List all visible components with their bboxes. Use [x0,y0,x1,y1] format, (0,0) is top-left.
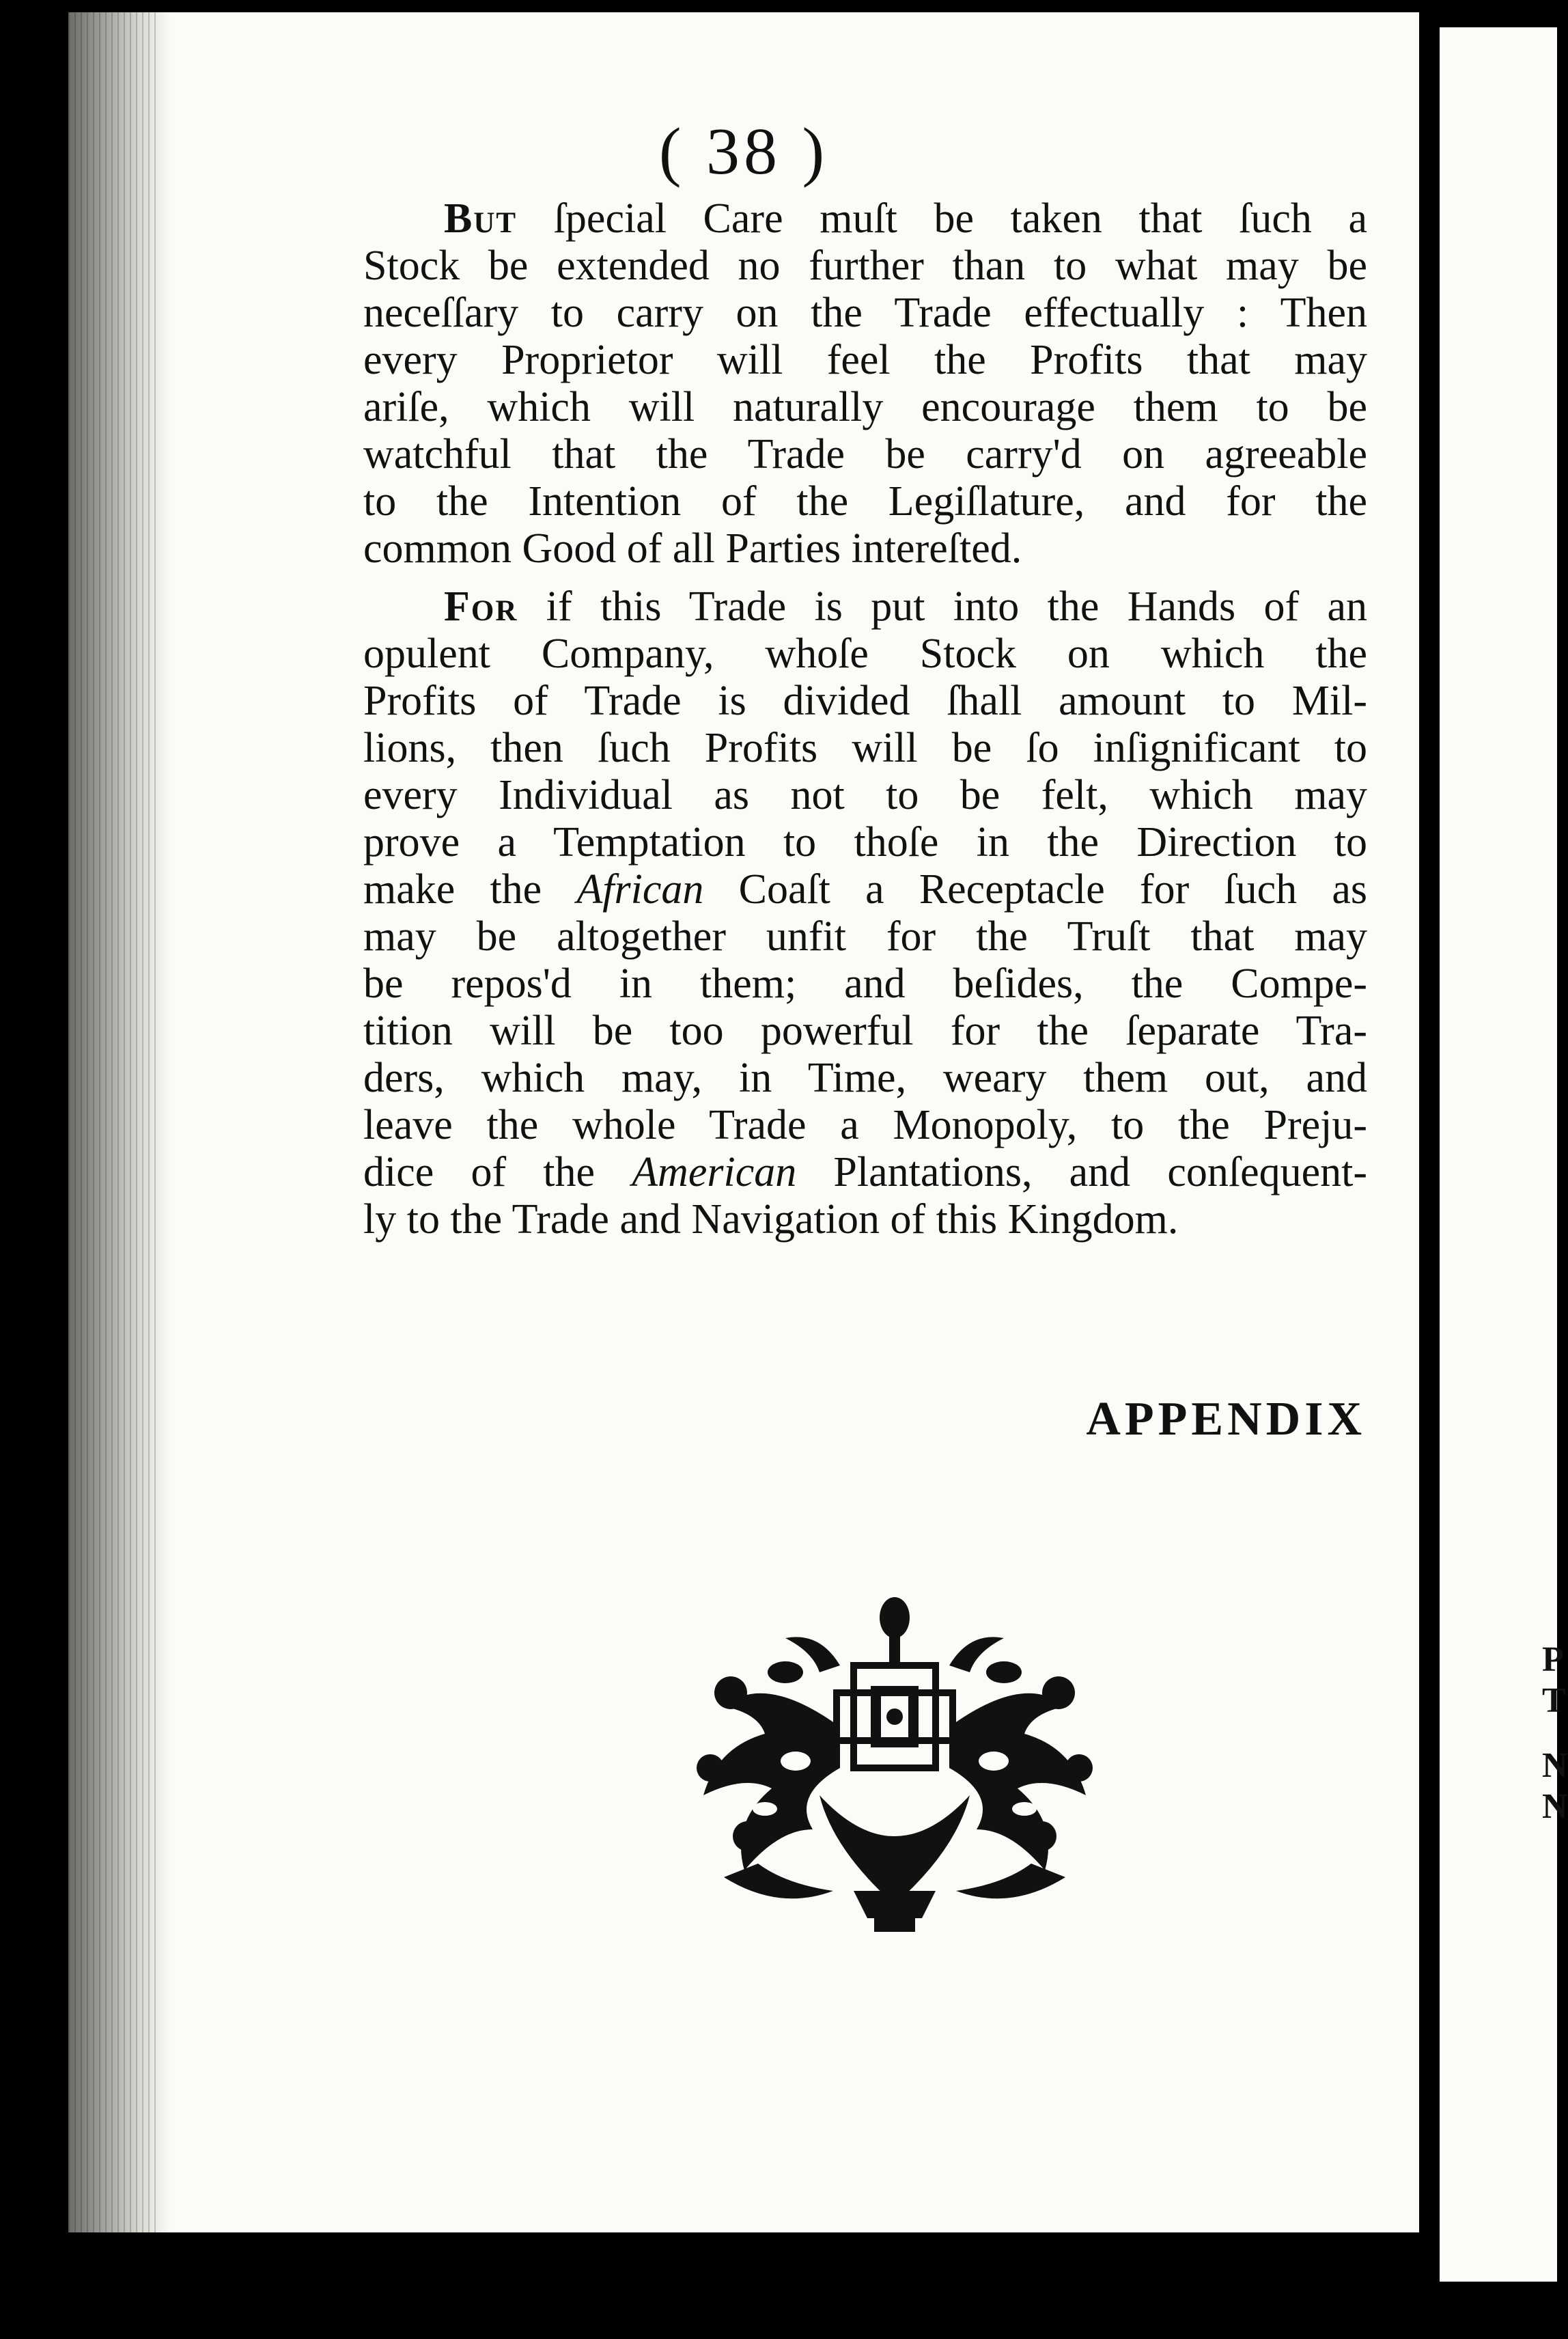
text-line [363,243,1367,290]
paragraph [363,583,1367,1243]
line-text: Profits of Trade is divided ſhall amount to Mil- [363,678,1367,724]
text-line [363,583,1367,631]
text-line [363,819,1367,866]
line-text: Coaſt a Receptacle for ſuch as [703,866,1367,913]
text-line [363,1149,1367,1196]
page-number-header: ( 38 ) [658,115,829,189]
line-text: Stock be extended no further than to what may be [363,243,1367,289]
line-text: leave the whole Trade a Monopoly, to the Preju- [363,1102,1367,1148]
text-line [363,1008,1367,1055]
line-text: prove a Temptation to thoſe in the Direction to [363,819,1367,866]
text-line [363,525,1367,572]
line-text: ſpecial Care muſt be taken that ſuch a [517,195,1367,242]
paragraph-lead-word: For [444,583,518,630]
text-line [363,866,1367,913]
body-text [363,195,1367,1243]
text-line [363,678,1367,725]
line-text: watchful that the Trade be carry'd on agreeable [363,431,1367,478]
facing-page-fragment: P [1542,1640,1564,1679]
text-line [363,384,1367,431]
line-text: opulent Company, whoſe Stock on which the [363,631,1367,677]
text-line [363,772,1367,819]
line-text: Plantations, and conſequent- [796,1149,1367,1195]
text-line [363,290,1367,337]
text-line [363,478,1367,525]
line-text: lions, then ſuch Profits will be ſo inſignificant to [363,725,1367,771]
line-text: neceſſary to carry on the Trade effectually : Then [363,290,1367,336]
text-line [363,725,1367,772]
page-edge-lines [68,12,157,2232]
catchword: APPENDIX [1086,1393,1366,1445]
line-text: common Good of all Parties intereſted. [363,525,1022,572]
line-text: every Individual as not to be felt, which may [363,772,1367,818]
line-text: if this Trade is put into the Hands of an [518,583,1367,630]
text-line [363,913,1367,960]
text-line [363,195,1367,243]
line-text: make the [363,866,577,913]
book-page [68,12,1419,2232]
italic-word: African [576,866,704,913]
line-text: tition will be too powerful for the ſeparate Tra- [363,1008,1367,1054]
line-text: ders, which may, in Time, weary them out, and [363,1055,1367,1101]
line-text: be repos'd in them; and beſides, the Compe- [363,960,1367,1007]
line-text: every Proprietor will feel the Profits that may [363,337,1367,383]
line-text: dice of the [363,1149,632,1195]
facing-page [1440,27,1568,2282]
line-text: may be altogether unfit for the Truſt that may [363,913,1367,960]
text-line [363,431,1367,478]
italic-word: American [632,1149,797,1195]
facing-page-fragment: N [1542,1746,1568,1785]
line-text: ariſe, which will naturally encourage them to be [363,384,1367,430]
text-line [363,960,1367,1008]
paragraph [363,195,1367,572]
text-line [363,1055,1367,1102]
facing-page-fragment: T [1542,1681,1566,1720]
facing-page-fragment: N [1542,1787,1568,1826]
text-line [363,1102,1367,1149]
text-line [363,1196,1367,1243]
line-text: to the Intention of the Legiſlature, and for the [363,478,1367,525]
printers-ornament-icon [683,1590,1106,1946]
line-text: ly to the Trade and Navigation of this Kingdom. [363,1196,1179,1243]
text-line [363,631,1367,678]
paragraph-lead-word: But [444,195,518,242]
text-line [363,337,1367,384]
